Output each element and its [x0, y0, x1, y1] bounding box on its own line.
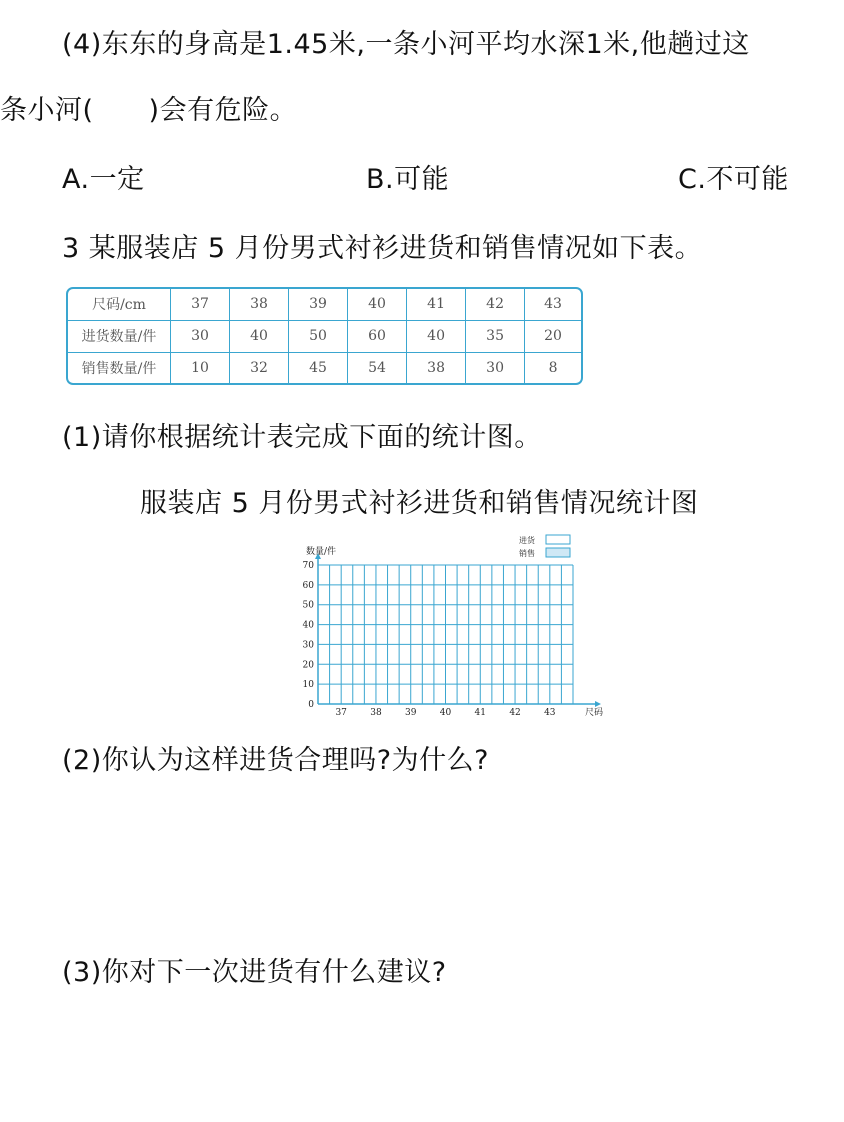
x-tick-label: 41 [474, 708, 486, 718]
y-tick-label: 70 [302, 561, 314, 571]
table-cell: 30 [466, 353, 525, 383]
table-cell: 60 [348, 321, 407, 353]
x-tick-label: 37 [335, 708, 347, 718]
table-cell: 20 [525, 321, 581, 353]
y-axis-label: 数量/件 [306, 547, 337, 557]
y-tick-label: 50 [302, 600, 314, 611]
table-row [68, 353, 581, 383]
y-tick-label: 20 [302, 660, 314, 671]
chart [290, 530, 610, 720]
q3-title: 3 某服装店 5 月份男式衬衫进货和销售情况如下表。 [62, 233, 703, 264]
q4-line1: (4)东东的身高是1.45米,一条小河平均水深1米,他趟过这 [62, 29, 750, 60]
row-header: 销售数量/件 [68, 353, 171, 383]
x-tick-label: 38 [370, 708, 382, 718]
data-table [66, 287, 583, 385]
legend-label: 进货 [519, 536, 535, 545]
table-cell: 35 [466, 321, 525, 353]
y-tick-label: 0 [308, 700, 314, 710]
option-b[interactable]: B.可能 [366, 164, 450, 195]
table-cell: 32 [230, 353, 289, 383]
table-row [68, 321, 581, 353]
table-cell: 54 [348, 353, 407, 383]
y-tick-label: 10 [302, 680, 314, 691]
table-cell: 37 [171, 289, 230, 321]
option-c[interactable]: C.不可能 [678, 164, 789, 195]
q4-line2: 条小河( )会有危险。 [0, 95, 298, 126]
x-tick-label: 39 [405, 708, 417, 718]
q3-sub3: (3)你对下一次进货有什么建议? [62, 957, 447, 988]
table-cell: 30 [171, 321, 230, 353]
row-header: 进货数量/件 [68, 321, 171, 353]
x-tick-label: 43 [544, 708, 556, 718]
row-header: 尺码/cm [68, 289, 171, 321]
table-cell: 40 [407, 321, 466, 353]
table-cell: 40 [230, 321, 289, 353]
table-cell: 38 [407, 353, 466, 383]
table-cell: 38 [230, 289, 289, 321]
q3-sub1: (1)请你根据统计表完成下面的统计图。 [62, 422, 542, 453]
option-a[interactable]: A.一定 [62, 164, 145, 195]
legend-swatch [546, 548, 570, 557]
table-row [68, 289, 581, 321]
table-cell: 39 [289, 289, 348, 321]
x-axis-label: 尺码 [585, 708, 604, 718]
table-cell: 10 [171, 353, 230, 383]
legend-swatch [546, 535, 570, 544]
table-cell: 8 [548, 359, 558, 376]
q3-sub2: (2)你认为这样进货合理吗?为什么? [62, 745, 489, 776]
x-tick-label: 40 [439, 708, 452, 718]
y-tick-label: 30 [302, 640, 314, 651]
chart-title: 服装店 5 月份男式衬衫进货和销售情况统计图 [140, 488, 699, 519]
y-tick-label: 60 [302, 580, 314, 591]
table-cell: 42 [466, 289, 525, 321]
legend-label: 销售 [519, 549, 535, 558]
y-tick-label: 40 [302, 620, 314, 631]
table-cell: 41 [407, 289, 466, 321]
table-cell: 43 [525, 289, 581, 321]
table-cell: 50 [289, 321, 348, 353]
table-cell: 40 [348, 289, 407, 321]
x-axis-arrow-icon [595, 701, 601, 707]
table-cell: 45 [289, 353, 348, 383]
x-tick-label: 42 [509, 708, 521, 718]
